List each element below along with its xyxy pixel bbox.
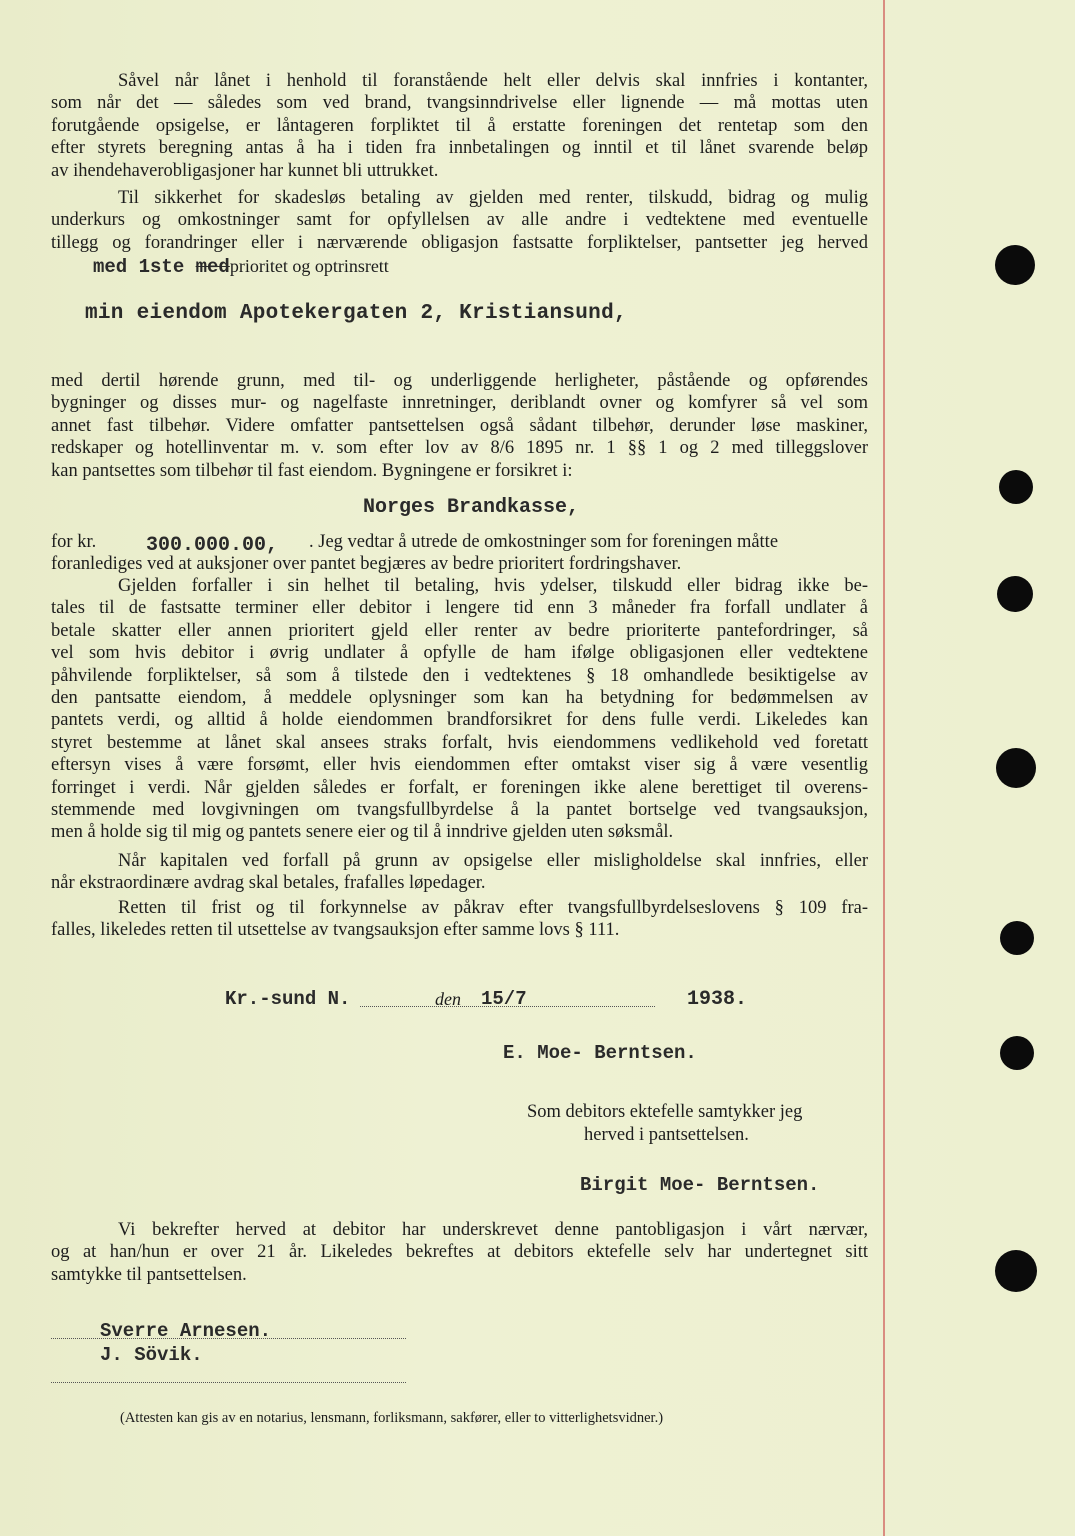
punch-hole — [995, 1250, 1037, 1292]
text-line: påhvilende forpliktelser, så som å tilstede den i vedtektenes § 18 omhandlede besiktigelse av — [51, 665, 868, 686]
paragraph-early-repayment — [51, 70, 868, 182]
text-line: efter styrets beregning antas å ha i tiden fra innbetalingen og inntil et til lånet svarende beløp — [51, 138, 868, 159]
witness-signature: J. Sövik. — [100, 1344, 203, 1366]
text-line: redskaper og hotellinventar m. v. som efter lov av 8/6 1895 nr. 1 §§ 1 og 2 med tilleggslover — [51, 438, 868, 459]
paragraph-security — [51, 187, 868, 254]
date-year: 1938. — [687, 988, 748, 1011]
text-line: tales til de fastsatte terminer eller debitor i lengere tid enn 3 måneder fra forfall undlater å — [51, 598, 868, 619]
punch-hole — [995, 245, 1035, 285]
text-line: med dertil hørende grunn, med til- og underliggende herligheter, påstående og opførendes — [51, 371, 868, 391]
text-line: forutgående opsigelse, er låntageren forpliktet til å erstatte foreningen det rentetap som den — [51, 115, 868, 136]
punch-hole — [996, 748, 1036, 788]
amount-line — [51, 531, 868, 557]
text-line: eftersyn vises å være forsømt, eller hvis eiendommen efter omtakst viser sig å være vesentlig — [51, 755, 868, 776]
witness-signature: Sverre Arnesen. — [100, 1320, 272, 1342]
text-line: Gjelden forfaller i sin helhet til betaling, hvis ydelser, tilskudd eller bidrag ikke be- — [118, 576, 868, 596]
text-line: bygninger og disses mur- og nagelfaste innretninger, deriblandt ovner og komfyrer så vel som — [51, 393, 868, 414]
date-value: 15/7 — [481, 988, 527, 1010]
text-line: Til sikkerhet for skadesløs betaling av gjelden med renter, tilskudd, bidrag og mulig — [118, 188, 868, 208]
text-line: den pantsatte eiendom, å meddele oplysninger som kan ha betydning for bedømmelsen av — [51, 687, 868, 708]
witness-dotted-line — [51, 1338, 406, 1339]
spouse-signature: Birgit Moe- Berntsen. — [580, 1174, 820, 1196]
text-line: Når kapitalen ved forfall på grunn av opsigelse eller misligholdelse skal innfries, eller — [118, 851, 868, 871]
paragraph-capital-due — [51, 850, 868, 895]
text-line: Såvel når lånet i henhold til foranstående helt eller delvis skal innfries i kontanter, — [118, 71, 868, 91]
text-line: kan pantsettes som tilbehør til fast eiendom. Bygningene er forsikret i: — [51, 460, 573, 481]
text-line: samtykke til pantsettelsen. — [51, 1264, 247, 1285]
paragraph-property-scope — [51, 370, 868, 482]
property-description: min eiendom Apotekergaten 2, Kristiansund, — [85, 302, 627, 325]
dateline — [225, 988, 765, 1014]
text-line: falles, likeledes retten til utsettelse av tvangsauksjon efter samme lovs § 111. — [51, 920, 620, 941]
debtor-signature: E. Moe- Berntsen. — [503, 1042, 697, 1064]
text-line: styret bestemme at lånet skal ansees straks forfalt, hvis eiendommens vedlikehold ved foretatt — [51, 732, 868, 753]
priority-struck: med — [195, 256, 230, 278]
insurer-name: Norges Brandkasse, — [363, 496, 580, 519]
paragraph-attestation — [51, 1219, 868, 1286]
margin-rule — [883, 0, 885, 1536]
amount-prefix: for kr. — [51, 532, 97, 552]
text-line: tillegg og forandringer eller i nærværende obligasjon fastsatte forpliktelser, pantsetter jeg herved — [51, 232, 868, 253]
text-line: og at han/hun er over 21 år. Likeledes bekreftes at debitors ektefelle selv har undertegnet sitt — [51, 1242, 868, 1263]
amount-value: 300.000.00, — [146, 534, 279, 557]
priority-line — [93, 255, 389, 278]
text-line: som når det — således som ved brand, tvangsinndrivelse eller lignende — må mottas uten — [51, 93, 868, 114]
text-line: vel som hvis debitor i øvrig undlater å opfylle de ham ifølge obligasjonen eller vedtektene — [51, 643, 868, 664]
text-line: stemmende med lovgivningen om tvangsfullbyrdelse å la pantet bortselge ved tvangsauksjon, — [51, 799, 868, 820]
text-line: men å holde sig til mig og pantets senere eier og til å inndrive gjelden uten søksmål. — [51, 822, 674, 843]
text-line: underkurs og omkostninger samt for opfyllelsen av alle andre i vedtektene med eventuelle — [51, 210, 868, 231]
footnote: (Attesten kan gis av en notarius, lensmann, forliksmann, sakfører, eller to vitterlighetsvidner.) — [120, 1410, 664, 1426]
date-den-label: den — [435, 989, 461, 1009]
text-line: av ihendehaverobligasjoner har kunnet bli uttrukket. — [51, 160, 439, 181]
text-line: Retten til frist og til forkynnelse av påkrav efter tvangsfullbyrdelseslovens § 109 fra- — [118, 898, 868, 918]
text-line: pantets verdi, og alltid å holde eiendommen brandforsikret for dens fulle verdi. Likeledes kan — [51, 710, 868, 731]
paragraph-default-terms — [51, 575, 868, 844]
priority-typed: med 1ste — [93, 256, 196, 278]
text-line: annet fast tilbehør. Videre omfatter pantsettelsen også sådant tilbehør, derunder løse maskiner, — [51, 415, 868, 436]
punch-hole — [999, 470, 1033, 504]
date-place: Kr.-sund N. — [225, 988, 351, 1010]
witness-dotted-line — [51, 1382, 406, 1383]
text-line: betale skatter eller annen prioritert gjeld eller renter av bedre prioriterte pantefordringer, så — [51, 620, 868, 641]
text-line: når ekstraordinære avdrag skal betales, frafalles løpedager. — [51, 873, 486, 894]
paragraph-rights-waiver — [51, 897, 868, 942]
text-line: forringet i verdi. Når gjelden således er forfalt, er foreningen ikke alene berettiget til overens- — [51, 777, 868, 798]
punch-hole — [1000, 1036, 1034, 1070]
amount-continuation: foranlediges ved at auksjoner over pantet begjæres av bedre prioritert fordringshaver. — [51, 554, 682, 574]
punch-hole — [1000, 921, 1034, 955]
spouse-consent-line: Som debitors ektefelle samtykker jeg — [527, 1102, 803, 1122]
text-line: Vi bekrefter herved at debitor har underskrevet denne pantobligasjon i vårt nærvær, — [118, 1220, 868, 1240]
priority-printed: prioritet og optrinsrett — [229, 256, 389, 276]
punch-hole — [997, 576, 1033, 612]
spouse-consent-line: herved i pantsettelsen. — [584, 1125, 749, 1145]
amount-suffix: . Jeg vedtar å utrede de omkostninger som for foreningen måtte — [309, 532, 779, 552]
